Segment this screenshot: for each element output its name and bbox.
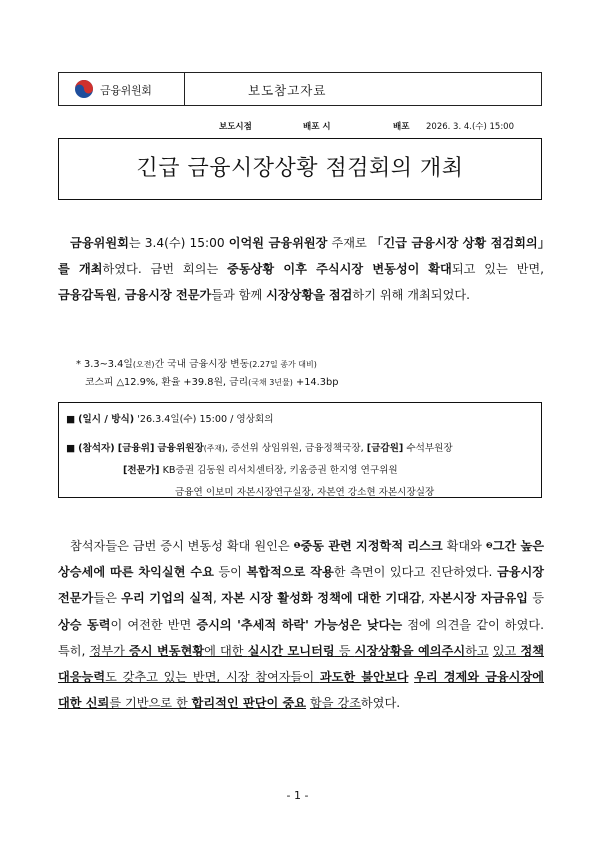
intro-paragraph: 금융위원회는 3.4(수) 15:00 이억원 금융위원장 주재로 「긴급 금융시장 상황 점검회의」를 개최하였다. 금번 회의는 중동상황 이후 주식시장 변동성이 확대되고 있는 반면, 금융감독원, 금융시장 전문가들과 함께 시장상황을 점검하기 위해 개최되었다.: [58, 236, 544, 303]
header-divider: [184, 72, 185, 106]
page-number: - 1 -: [286, 789, 309, 802]
government-emblem-icon: [74, 79, 94, 99]
experts-row-2: 금융연 이보미 자본시장연구실장, 자본연 강소현 자본시장실장: [175, 487, 435, 498]
experts-row-1: [전문가] KB증권 김동원 리서치센터장, 키움증권 한지영 연구위원: [123, 465, 398, 476]
document-type: 보도참고자료: [248, 83, 327, 98]
distribution-date: 2026. 3. 4.(수) 15:00: [426, 122, 514, 132]
bullet-icon: ■: [66, 443, 79, 454]
release-value: 배포 시: [303, 122, 331, 132]
document-title: 긴급 금융시장상황 점검회의 개최: [136, 156, 464, 181]
discussion-paragraph: 참석자들은 금번 증시 변동성 확대 원인은 $^❶$중동 관련 지정학적 리스크 확대와 $^❷$그간 높은 상승세에 따른 차익실현 수요 등이 복합적으로 작용한 측면이 있다고 진단하였다. 금융시장 전문가들은 우리 기업의 실적, 자본 시장 활성화 정책에 대한 기대감, 자본시장 자금유입 등 상승 동력이 여전한 반면 증시의 '추세적 하락' 가능성은 낮다는 점에 의견을 같이 하였다. 특히, 정부가 증시 변동현황에 대한 실시간 모니터링 등 시장상황을 예의주시하고 있고 정책 대응능력도 갖추고 있는 반면, 시장 참여자들이 과도한 불안보다 우리 경제와 금융시장에 대한 신뢰를 기반으로 한 합리적인 판단이 중요 함을 강조하였다.: [58, 539, 545, 711]
note-line-1: * 3.3~3.4일(오전)간 국내 금융시장 변동(2.27일 종가 대비): [76, 359, 317, 370]
organization-name: 금융위원회: [100, 84, 152, 97]
note-line-2: 코스피 △12.9%, 환율 +39.8원, 금리(국채 3년물) +14.3bp: [85, 377, 339, 388]
distribution-label: 배포: [393, 122, 410, 132]
market-change-note: [76, 356, 496, 392]
release-label: 보도시점: [219, 122, 252, 132]
bullet-icon: ■: [66, 414, 79, 425]
attendees-row: ■ (참석자) [금융위] 금융위원장(주재), 증선위 상임위원, 금융정책국장, [금감원] 수석부원장: [66, 443, 453, 454]
schedule-row: ■ (일시 / 방식) '26.3.4일(수) 15:00 / 영상회의: [66, 414, 274, 425]
